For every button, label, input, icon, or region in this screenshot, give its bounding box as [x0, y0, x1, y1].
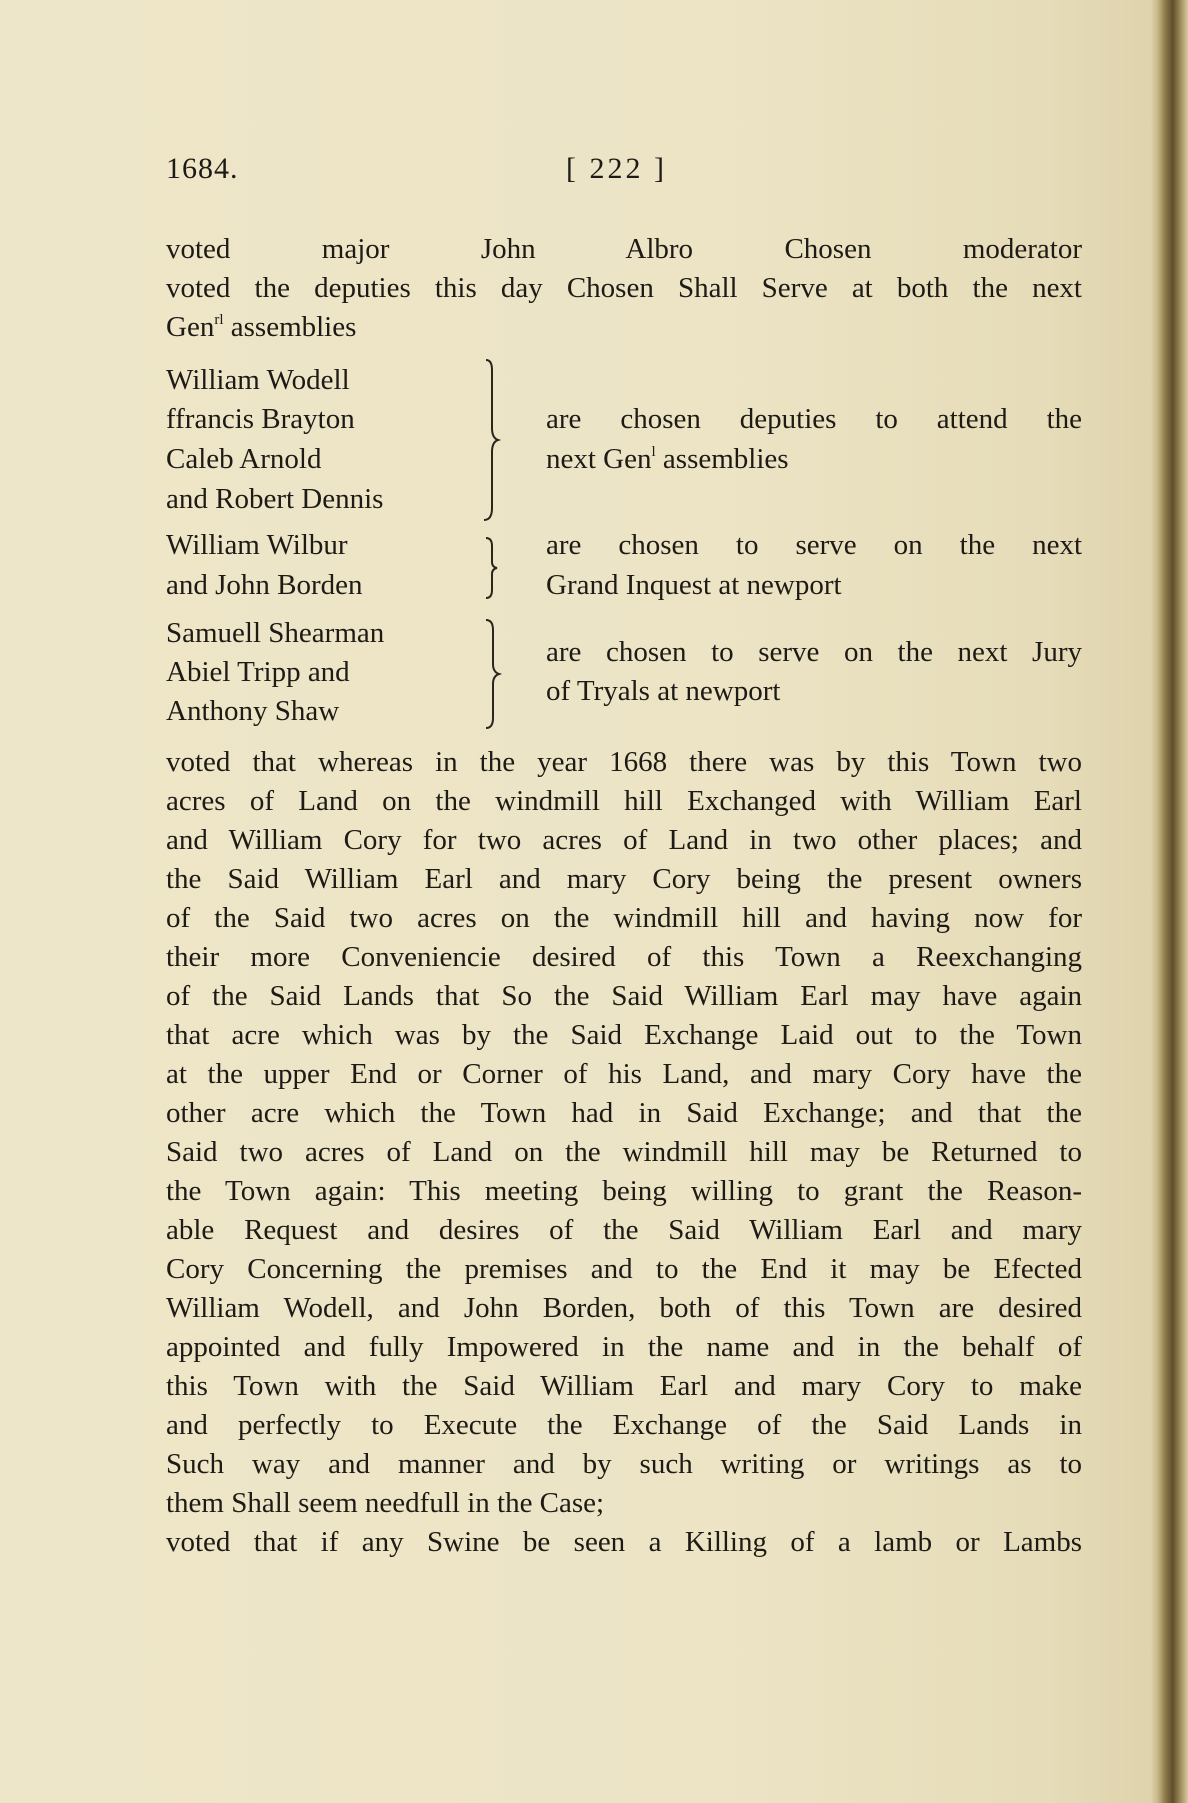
- body-line: voted that whereas in the year 1668 there was by this Town two: [166, 746, 1082, 778]
- body-line: William Wodell, and John Borden, both of this Town are desired: [166, 1292, 1082, 1324]
- body-line: and William Cory for two acres of Land in two other places; and: [166, 824, 1082, 856]
- deputy-name: Caleb Arnold: [166, 443, 322, 475]
- body-line: of the Said two acres on the windmill hill and having now for: [166, 902, 1082, 934]
- body-line: the Town again: This meeting being willing to grant the Reason-: [166, 1175, 1082, 1207]
- body-line: them Shall seem needfull in the Case;: [166, 1487, 605, 1519]
- body-line: Such way and manner and by such writing or writings as to: [166, 1448, 1082, 1480]
- body-line: of the Said Lands that So the Said William Earl may have again: [166, 980, 1082, 1012]
- deputies-text-line-2: next Gen$^l$ assemblies: [546, 443, 789, 475]
- body-line: other acre which the Town had in Said Exchange; and that the: [166, 1097, 1082, 1129]
- body-line: that acre which was by the Said Exchange Laid out to the Town: [166, 1019, 1082, 1051]
- jury-text-line-2: of Tryals at newport: [546, 675, 781, 707]
- intro-line-2: voted the deputies this day Chosen Shall Serve at both the next: [166, 272, 1082, 304]
- body-line: and perfectly to Execute the Exchange of the Said Lands in: [166, 1409, 1082, 1441]
- page-year: 1684.: [166, 152, 239, 185]
- jury-name: Samuell Shearman: [166, 617, 385, 649]
- body-line: able Request and desires of the Said William Earl and mary: [166, 1214, 1082, 1246]
- deputy-name: William Wodell: [166, 364, 350, 396]
- grand-inquest-name: and John Borden: [166, 569, 363, 601]
- deputy-name: ffrancis Brayton: [166, 403, 355, 435]
- right-brace: [482, 618, 504, 730]
- body-line: at the upper End or Corner of his Land, and mary Cory have the: [166, 1058, 1082, 1090]
- deputies-text-line-1: are chosen deputies to attend the: [546, 403, 1082, 435]
- body-line: the Said William Earl and mary Cory being the present owners: [166, 863, 1082, 895]
- jury-text-line-1: are chosen to serve on the next Jury: [546, 636, 1082, 668]
- body-line: appointed and fully Impowered in the name and in the behalf of: [166, 1331, 1082, 1363]
- body-line: Cory Concerning the premises and to the End it may be Efected: [166, 1253, 1082, 1285]
- body-line: voted that if any Swine be seen a Killing of a lamb or Lambs: [166, 1526, 1082, 1558]
- grand-inquest-name: William Wilbur: [166, 529, 348, 561]
- right-brace: [482, 536, 502, 600]
- intro-line-1: voted major John Albro Chosen moderator: [166, 233, 1082, 265]
- body-line: Said two acres of Land on the windmill hill may be Returned to: [166, 1136, 1082, 1168]
- jury-name: Abiel Tripp and: [166, 656, 350, 688]
- right-brace: [480, 358, 504, 522]
- page-number: [ 222 ]: [566, 152, 667, 185]
- intro-line-3: Gen$^{rl}$ assemblies: [166, 311, 357, 343]
- deputy-name: and Robert Dennis: [166, 483, 384, 515]
- body-line: their more Conveniencie desired of this Town a Reexchanging: [166, 941, 1082, 973]
- page-edge: [1150, 0, 1188, 1803]
- grand-inquest-text-line-1: are chosen to serve on the next: [546, 529, 1082, 561]
- body-line: acres of Land on the windmill hill Exchanged with William Earl: [166, 785, 1082, 817]
- body-line: this Town with the Said William Earl and mary Cory to make: [166, 1370, 1082, 1402]
- jury-name: Anthony Shaw: [166, 695, 340, 727]
- grand-inquest-text-line-2: Grand Inquest at newport: [546, 569, 842, 601]
